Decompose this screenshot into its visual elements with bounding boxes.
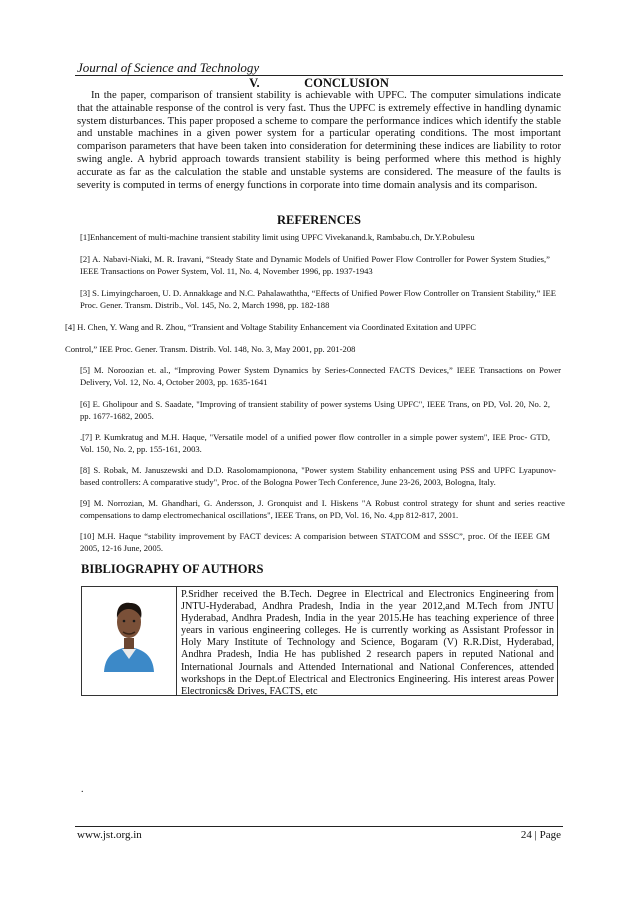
references-heading: REFERENCES (276, 213, 362, 227)
conclusion-paragraph: In the paper, comparison of transient stability is achievable with UPFC. The computer simulations indicate that the attainable response of the control is very fast. Thus the UPFC is extremely effective in handling dynamic system disturbances. This paper proposed a scheme to compare the performance indices which identify the stable and unstable machines in a given power system for a particular operating conditions. The most important comparison parameters that have been taken into consideration for determining these indices are liability to rotor swing angle. A hybrid approach towards transient stability is being performed where this method is highly accurate as far as the calculation the stable and unstable systems are considered. The measure of the faults is severity is computed in terms of energy functions in corporate into time domain analysis and its comparison. (77, 90, 561, 191)
reference-item: Control,” IEE Proc. Gener. Transm. Distrib. Vol. 148, No. 3, May 2001, pp. 201-208 (65, 344, 356, 354)
author-bio-text: P.Sridher received the B.Tech. Degree in Electrical and Electronics Engineering from JNTU-Hyderabad, Andhra Pradesh, India in the year 2012,and M.Tech from JNTU Hyderabad, Andhra Pradesh, India in the year 2015.He has teaching experience of three years in various engineering colleges. He is currently working as Assistant Professor in Holy Mary Institute of Technology and Science, Bogaram (V) R.R.Dist, Hyderabad, Andhra Pradesh, India He has published 2 research papers in reputed National and International Journals and Attended International and National Conferences, attended workshops in the Dept.of Electrical and Electronics Engineering. His interest areas Power Electronics& Drives, FACTS, etc (181, 589, 554, 697)
author-photo (98, 594, 160, 672)
reference-item: .[7] P. Kumkratug and M.H. Haque, "Versatile model of a unified power flow controller in a simple power system", IEE Proc- GTD, Vol. 150, No. 2, pp. 155-161, 2003. (80, 432, 550, 454)
reference-item: [6] E. Gholipour and S. Saadate, "Improving of transient stability of power systems Using UPFC", IEEE Trans, on PD, Vol. 20, No. 2, pp. 1677-1682, 2005. (80, 399, 550, 421)
bibliography-heading: BIBLIOGRAPHY OF AUTHORS (81, 562, 264, 576)
reference-item: [10] M.H. Haque “stability improvement by FACT devices: A comparision between STATCOM and SSSC”, proc. Of the IEEE GM 2005, 12-16 June, 2005. (80, 531, 550, 553)
section-number: V. (249, 76, 260, 90)
reference-item: [2] A. Nabavi-Niaki, M. R. Iravani, “Steady State and Dynamic Models of Unified Power Flow Controller for Power System Studies,” IEEE Transactions on Power System, Vol. 11, No. 4, November 1996, pp. 1937-1943 (80, 254, 550, 276)
stray-mark: . (81, 784, 84, 795)
reference-item: [9] M. Norrozian, M. Ghandhari, G. Andersson, J. Gronquist and I. Hiskens "A Robust control strategy for shunt and series reactive compensations to damp electromechanical oscillations", IEEE Trans, on PD, Vol. 16, No. 4,pp 812-817, 2001. (80, 498, 565, 520)
reference-item: [4] H. Chen, Y. Wang and R. Zhou, “Transient and Voltage Stability Enhancement via Coordinated Exitation and UPFC (65, 322, 476, 332)
section-heading (75, 76, 563, 91)
reference-item: [1]Enhancement of multi-machine transient stability limit using UPFC Vivekanand.k, Rambabu.ch, Dr.Y.P.obulesu (80, 232, 475, 242)
journal-title: Journal of Science and Technology (77, 60, 260, 75)
section-title: CONCLUSION (304, 76, 389, 90)
reference-item: [3] S. Limyingcharoen, U. D. Annakkage and N.C. Pahalawaththa, “Effects of Unified Power Flow Controller on Transient Stability,” IEE Proc. Gener. Transm. Distrib., Vol. 145, No. 2, March 1998, pp. 182-188 (80, 288, 556, 310)
footer-url: www.jst.org.in (77, 829, 142, 841)
reference-item: [5] M. Noroozian et. al., “Improving Power System Dynamics by Series-Connected FACTS Devices,” IEEE Transactions on Power Delivery, Vol. 12, No. 4, October 2003, pp. 1635-1641 (80, 365, 561, 387)
footer-rule (75, 826, 563, 827)
column-divider (176, 587, 177, 695)
reference-item: [8] S. Robak, M. Januszewski and D.D. Rasolomampionona, "Power system Stability enhancement using PSS and UPFC Lyapunov-based controllers: A comparative study", Proc. of the Bologna Power Tech Conference, June 23-26, 2003, Bologna, Italy. (80, 465, 556, 487)
footer-page-number: 24 | Page (520, 829, 561, 841)
author-bio-table (81, 586, 558, 696)
